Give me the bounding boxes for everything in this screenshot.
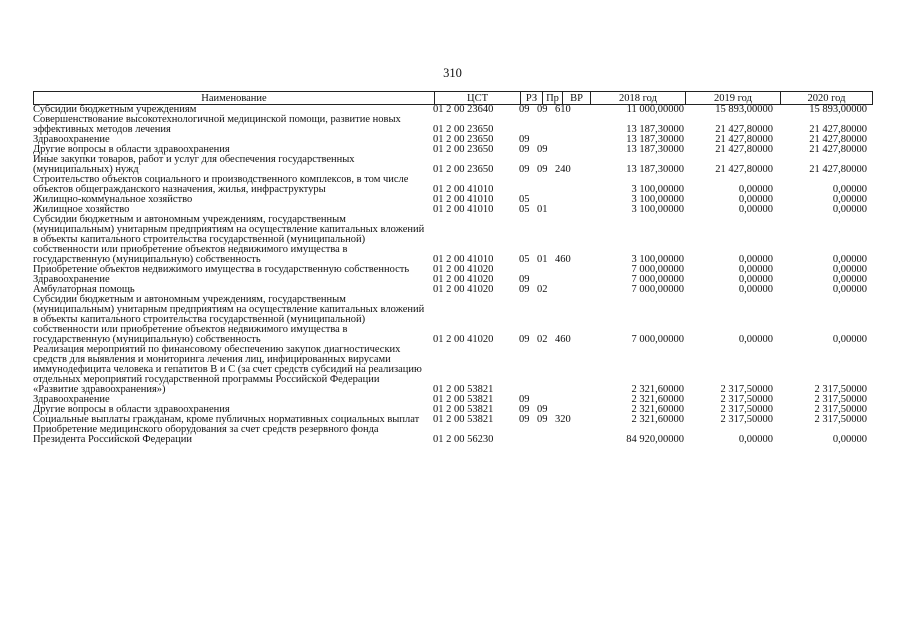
- row-2019: 0,00000: [738, 334, 773, 345]
- row-name: Жилищное хозяйство: [33, 204, 130, 215]
- row-cst: 01 2 00 23650: [433, 144, 494, 155]
- budget-table: [33, 91, 873, 445]
- row-cst: 01 2 00 23640: [433, 104, 494, 115]
- row-2019: 2 317,50000: [720, 394, 773, 405]
- row-2019: 21 427,80000: [715, 164, 773, 175]
- row-2020: 2 317,50000: [814, 414, 867, 425]
- row-2019: 0,00000: [738, 264, 773, 275]
- row-name: Здравоохранение: [33, 274, 110, 285]
- row-vr: 240: [555, 164, 571, 175]
- row-2019: 21 427,80000: [715, 144, 773, 155]
- row-pr: 09: [537, 164, 548, 175]
- row-vr: 320: [555, 414, 571, 425]
- row-2019: 2 317,50000: [720, 404, 773, 415]
- row-vr: 610: [555, 104, 571, 115]
- row-2020: 21 427,80000: [809, 134, 867, 145]
- row-cst: 01 2 00 41010: [433, 194, 494, 205]
- row-2019: 0,00000: [738, 434, 773, 445]
- row-name: Приобретение объектов недвижимого имущества в государственную собственность: [33, 264, 410, 275]
- row-cst: 01 2 00 56230: [433, 434, 494, 445]
- row-name: Жилищно-коммунальное хозяйство: [33, 194, 193, 205]
- row-vr: 460: [555, 254, 571, 265]
- row-2020: 0,00000: [832, 184, 867, 195]
- row-2018: 7 000,00000: [631, 334, 684, 345]
- row-cst: 01 2 00 41020: [433, 284, 494, 295]
- row-2018: 2 321,60000: [631, 384, 684, 395]
- row-2018: 13 187,30000: [626, 164, 684, 175]
- row-2018: 3 100,00000: [631, 204, 684, 215]
- row-name: Другие вопросы в области здравоохранения: [33, 404, 230, 415]
- row-2019: 0,00000: [738, 274, 773, 285]
- row-2019: 0,00000: [738, 204, 773, 215]
- row-2018: 11 000,00000: [626, 104, 684, 115]
- row-2020: 21 427,80000: [809, 144, 867, 155]
- row-2018: 3 100,00000: [631, 254, 684, 265]
- row-pr: 09: [537, 404, 548, 415]
- row-2020: 2 317,50000: [814, 404, 867, 415]
- table-row: [33, 295, 873, 345]
- header-name: Наименование: [201, 93, 267, 104]
- row-2020: 0,00000: [832, 434, 867, 445]
- row-2018: 3 100,00000: [631, 194, 684, 205]
- row-2019: 0,00000: [738, 284, 773, 295]
- table-row: [33, 345, 873, 395]
- row-rz: 09: [519, 284, 530, 295]
- table-body: [33, 105, 873, 445]
- row-2020: 0,00000: [832, 274, 867, 285]
- row-rz: 09: [519, 164, 530, 175]
- row-cst: 01 2 00 41010: [433, 184, 494, 195]
- row-2020: 0,00000: [832, 194, 867, 205]
- row-2018: 13 187,30000: [626, 134, 684, 145]
- row-cst: 01 2 00 53821: [433, 414, 494, 425]
- row-cst: 01 2 00 41020: [433, 334, 494, 345]
- row-name: Субсидии бюджетным и автономным учреждениям, государственным (муниципальным) унитарным предприятиям на осуществление капитальных вложений в объекты капитального строительства государственной (муниципальной) собственности или приобретение объектов недвижимого имущества в государственную (муниципальную) собственность: [33, 294, 425, 345]
- row-rz: 05: [519, 254, 530, 265]
- row-rz: 05: [519, 204, 530, 215]
- row-2020: 21 427,80000: [809, 164, 867, 175]
- row-2020: 0,00000: [832, 284, 867, 295]
- row-cst: 01 2 00 41020: [433, 264, 494, 275]
- table-header: [33, 91, 873, 105]
- row-pr: 09: [537, 104, 548, 115]
- row-2018: 3 100,00000: [631, 184, 684, 195]
- table-row: [33, 115, 873, 135]
- row-cst: 01 2 00 23650: [433, 164, 494, 175]
- row-2020: 15 893,00000: [809, 104, 867, 115]
- header-cst: ЦСТ: [434, 92, 520, 104]
- row-2019: 2 317,50000: [720, 384, 773, 395]
- row-cst: 01 2 00 53821: [433, 384, 494, 395]
- row-pr: 09: [537, 414, 548, 425]
- row-2019: 15 893,00000: [715, 104, 773, 115]
- row-name: Здравоохранение: [33, 134, 110, 145]
- table-row: [33, 155, 873, 175]
- row-vr: 460: [555, 334, 571, 345]
- row-name: Иные закупки товаров, работ и услуг для обеспечения государственных (муниципальных) нужд: [33, 154, 355, 175]
- row-cst: 01 2 00 41010: [433, 254, 494, 265]
- row-name: Субсидии бюджетным и автономным учреждениям, государственным (муниципальным) унитарным предприятиям на осуществление капитальных вложений в объекты капитального строительства государственной (муниципальной) собственности или приобретение объектов недвижимого имущества в государственную (муниципальную) собственность: [33, 214, 425, 265]
- row-name: Здравоохранение: [33, 394, 110, 405]
- row-2018: 84 920,00000: [626, 434, 684, 445]
- header-2019: 2019 год: [685, 92, 780, 104]
- page-number: 310: [443, 66, 462, 80]
- row-2020: 2 317,50000: [814, 384, 867, 395]
- row-rz: 09: [519, 104, 530, 115]
- row-cst: 01 2 00 41020: [433, 274, 494, 285]
- row-pr: 09: [537, 144, 548, 155]
- row-2020: 2 317,50000: [814, 394, 867, 405]
- row-name: Амбулаторная помощь: [33, 284, 135, 295]
- table-row: [33, 175, 873, 195]
- row-pr: 01: [537, 204, 548, 215]
- row-cst: 01 2 00 23650: [433, 134, 494, 145]
- row-pr: 02: [537, 334, 548, 345]
- header-vr: ВР: [562, 92, 590, 104]
- header-rz: РЗ: [520, 92, 542, 104]
- header-2020: 2020 год: [780, 92, 872, 104]
- row-cst: 01 2 00 23650: [433, 124, 494, 135]
- row-name: Субсидии бюджетным учреждениям: [33, 104, 197, 115]
- row-2018: 2 321,60000: [631, 414, 684, 425]
- row-2019: 0,00000: [738, 254, 773, 265]
- row-rz: 09: [519, 394, 530, 405]
- row-rz: 09: [519, 404, 530, 415]
- row-cst: 01 2 00 53821: [433, 404, 494, 415]
- row-2018: 2 321,60000: [631, 394, 684, 405]
- row-rz: 09: [519, 134, 530, 145]
- row-2019: 21 427,80000: [715, 134, 773, 145]
- row-2020: 0,00000: [832, 264, 867, 275]
- row-2018: 13 187,30000: [626, 144, 684, 155]
- row-2020: 21 427,80000: [809, 124, 867, 135]
- row-cst: 01 2 00 41010: [433, 204, 494, 215]
- row-rz: 09: [519, 334, 530, 345]
- row-name: Другие вопросы в области здравоохранения: [33, 144, 230, 155]
- row-2018: 13 187,30000: [626, 124, 684, 135]
- row-name: Реализация мероприятий по финансовому обеспечению закупок диагностических средств для выявления и мониторинга лечения лиц, инфицированных вирусами иммунодефицита человека и гепатитов В и С (за счет средств субсидий на реализацию отдельных мероприятий государственной программы Российской Федерации «Развитие здравоохранения»): [33, 344, 422, 395]
- row-2019: 0,00000: [738, 184, 773, 195]
- row-rz: 09: [519, 274, 530, 285]
- row-2018: 7 000,00000: [631, 284, 684, 295]
- row-pr: 01: [537, 254, 548, 265]
- header-pr: Пр: [542, 92, 562, 104]
- row-rz: 09: [519, 144, 530, 155]
- row-rz: 05: [519, 194, 530, 205]
- row-rz: 09: [519, 414, 530, 425]
- row-2018: 7 000,00000: [631, 274, 684, 285]
- row-2020: 0,00000: [832, 254, 867, 265]
- row-name: Приобретение медицинского оборудования за счет средств резервного фонда Президента Российской Федерации: [33, 424, 379, 445]
- row-2020: 0,00000: [832, 334, 867, 345]
- row-2018: 7 000,00000: [631, 264, 684, 275]
- row-2019: 0,00000: [738, 194, 773, 205]
- row-name: Строительство объектов социального и производственного комплексов, в том числе объектов общегражданского назначения, жилья, инфраструктуры: [33, 174, 409, 195]
- row-2019: 2 317,50000: [720, 414, 773, 425]
- row-pr: 02: [537, 284, 548, 295]
- row-name: Социальные выплаты гражданам, кроме публичных нормативных социальных выплат: [33, 414, 420, 425]
- row-2018: 2 321,60000: [631, 404, 684, 415]
- table-row: [33, 215, 873, 265]
- row-2019: 21 427,80000: [715, 124, 773, 135]
- row-name: Совершенствование высокотехнологичной медицинской помощи, развитие новых эффективных методов лечения: [33, 114, 401, 135]
- header-2018: 2018 год: [590, 92, 685, 104]
- row-2020: 0,00000: [832, 204, 867, 215]
- row-cst: 01 2 00 53821: [433, 394, 494, 405]
- table-row: [33, 425, 873, 445]
